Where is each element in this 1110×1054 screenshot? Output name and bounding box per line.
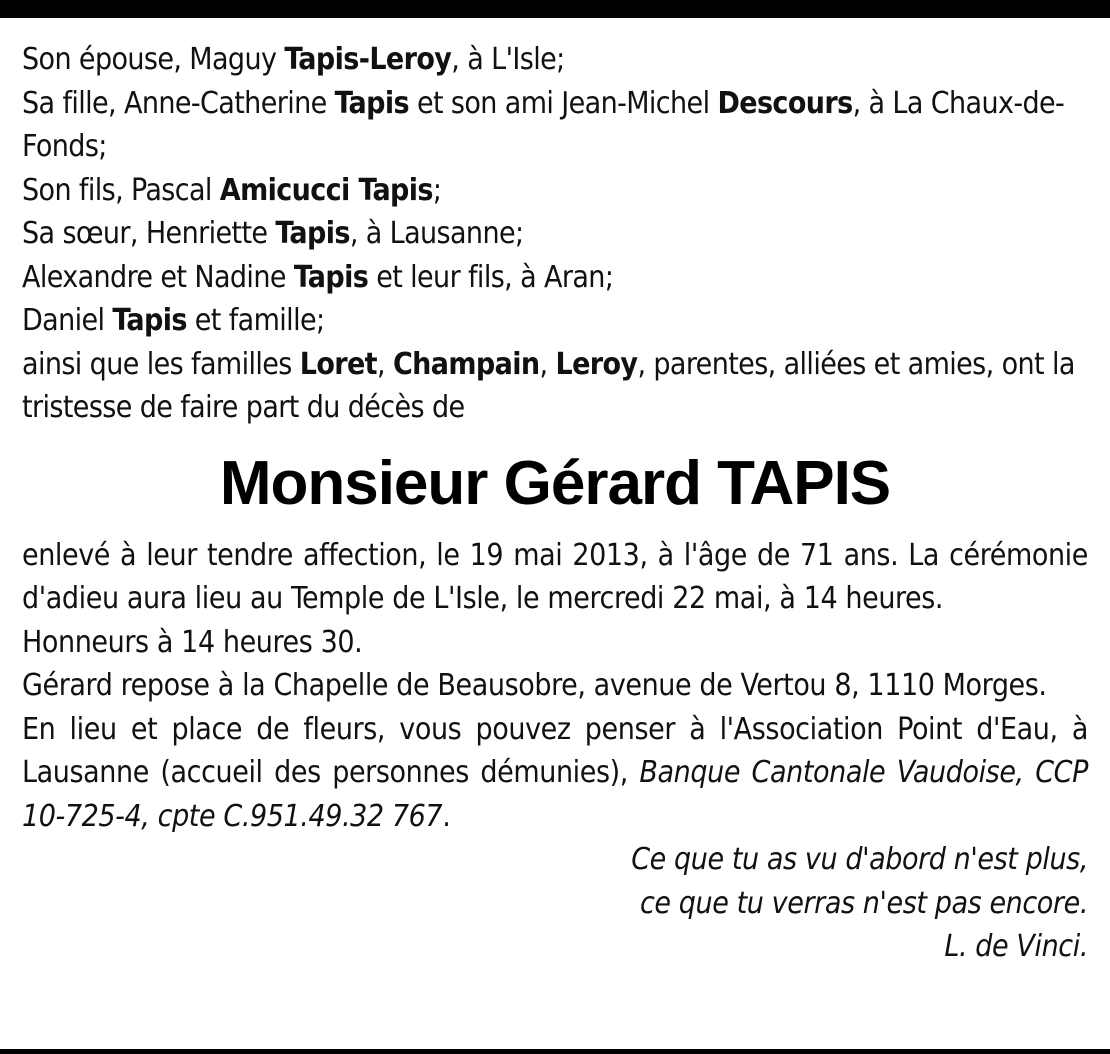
quote-line: Ce que tu as vu d'abord n'est plus, (631, 842, 1088, 877)
family-line-daniel: Daniel Tapis et famille; (22, 303, 325, 338)
family-name: Amicucci Tapis (219, 172, 433, 208)
repose-paragraph: Gérard repose à la Chapelle de Beausobre, avenue de Vertou 8, 1110 Morges. (22, 668, 1047, 703)
bottom-rule (0, 1049, 1110, 1054)
family-name: Loret (299, 346, 377, 382)
family-name: Tapis (334, 85, 409, 121)
top-rule (0, 0, 1110, 18)
family-line-son: Son fils, Pascal Amicucci Tapis; (22, 172, 442, 208)
family-name: Tapis-Leroy (284, 42, 452, 77)
family-name: Tapis (293, 259, 369, 295)
bank-details: Banque Cantonale Vaudoise, CCP 10-725-4, cpte C.951.49.32 767 (22, 755, 1088, 834)
quote-author: L. de Vinci. (944, 929, 1088, 964)
honours-paragraph: Honneurs à 14 heures 30. (22, 624, 363, 660)
family-list (22, 38, 1088, 430)
family-name: Descours (717, 85, 853, 121)
family-line-sister: Sa sœur, Henriette Tapis, à Lausanne; (22, 216, 524, 251)
notice-details (22, 534, 1088, 839)
family-name: Champain (392, 346, 540, 382)
ceremony-paragraph: enlevé à leur tendre affection, le 19 mai 2013, à l'âge de 71 ans. La cérémonie d'adieu aura lieu au Temple de L'Isle, le mercredi 22 mai, à 14 heures. (22, 537, 1088, 616)
quote-line: ce que tu verras n'est pas encore. (639, 885, 1088, 921)
donation-paragraph: En lieu et place de fleurs, vous pouvez penser à l'Association Point d'Eau, à Lausanne (accueil des personnes démunies), Banque Cantonale Vaudoise, CCP 10-725-4, cpte C.951.49.32 767. (22, 711, 1088, 834)
closing-quote (22, 838, 1088, 969)
family-line-daughter: Sa fille, Anne-Catherine Tapis et son ami Jean-Michel Descours, à La Chaux-de-Fonds; (22, 85, 1065, 164)
deceased-name: Monsieur Gérard TAPIS (219, 448, 891, 518)
family-name: Tapis (275, 216, 350, 251)
death-notice (22, 38, 1088, 969)
family-line-families: ainsi que les familles Loret, Champain, Leroy, parentes, alliées et amies, ont la tristesse de faire part du décès de (22, 346, 1075, 425)
family-name: Leroy (555, 346, 638, 382)
family-line-spouse: Son épouse, Maguy Tapis-Leroy, à L'Isle; (22, 42, 565, 77)
family-name: Tapis (112, 303, 187, 338)
family-line-alexandre-nadine: Alexandre et Nadine Tapis et leur fils, à Aran; (22, 259, 614, 295)
